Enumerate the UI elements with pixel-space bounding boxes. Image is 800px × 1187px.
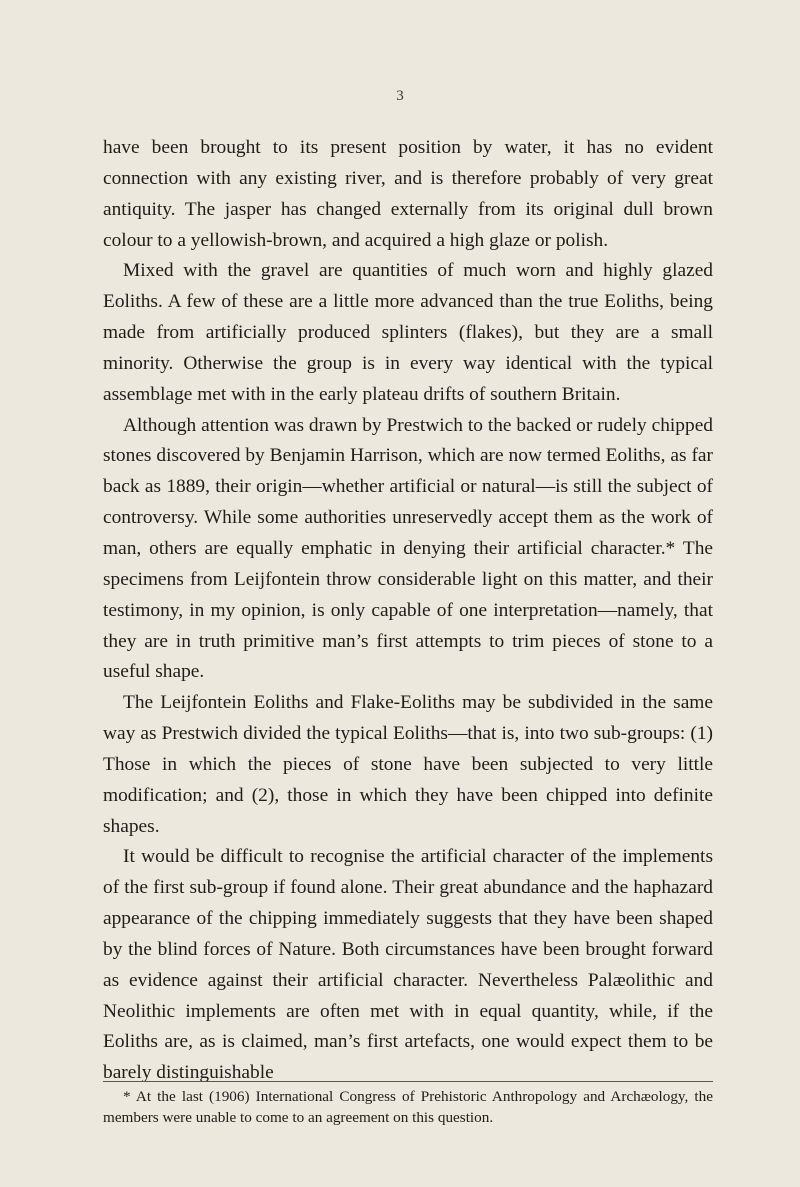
paragraph-subgroups: The Leijfontein Eoliths and Flake-Eoliths may be subdivided in the same way as Prestwich divided the typical Eoliths—that is, into two sub-groups: (1) Those in which the pieces of stone have been subjected to very little modification; and (2), those in which they have been chipped into definite shapes. xyxy=(103,692,713,837)
paragraph-first-subgroup: It would be difficult to recognise the artificial character of the implements of the first sub-group if found alone. Their great abundance and the haphazard appearance of the chipping immediately suggests that they have been shaped by the blind forces of Nature. Both circumstances have been brought forward as evidence against their artificial character. Nevertheless Palæolithic and Neolithic implements are often met with in equal quantity, while, if the Eoliths are, as is claimed, man’s first artefacts, one would expect them to be barely distinguishable xyxy=(103,846,713,1084)
page-number: 3 xyxy=(396,88,404,104)
body-text xyxy=(103,133,713,1089)
paragraph-mixed-gravel: Mixed with the gravel are quantities of much worn and highly glazed Eoliths. A few of these are a little more advanced than the true Eoliths, being made from artificially produced splinters (flakes), but they are a small minority. Otherwise the group is in every way identical with the typical assemblage met with in the early plateau drifts of southern Britain. xyxy=(103,260,713,405)
paragraph-continuation: have been brought to its present position by water, it has no evident connection with any existing river, and is therefore probably of very great antiquity. The jasper has changed externally from its original dull brown colour to a yellowish-brown, and acquired a high glaze or polish. xyxy=(103,137,713,251)
paragraph-prestwich-eoliths: Although attention was drawn by Prestwich to the backed or rudely chipped stones discovered by Benjamin Harrison, which are now termed Eoliths, as far back as 1889, their origin—whether artificial or natural—is still the subject of controversy. While some authorities unreservedly accept them as the work of man, others are equally emphatic in denying their artificial character.* The specimens from Leijfontein throw considerable light on this matter, and their testimony, in my opinion, is only capable of one interpretation—namely, that they are in truth primitive man’s first attempts to trim pieces of stone to a useful shape. xyxy=(103,414,713,683)
footnote: * At the last (1906) International Congress of Prehistoric Anthropology and Archæology, the members were unable to come to an agreement on this question. xyxy=(103,1088,713,1126)
footnote-divider xyxy=(103,1081,713,1082)
